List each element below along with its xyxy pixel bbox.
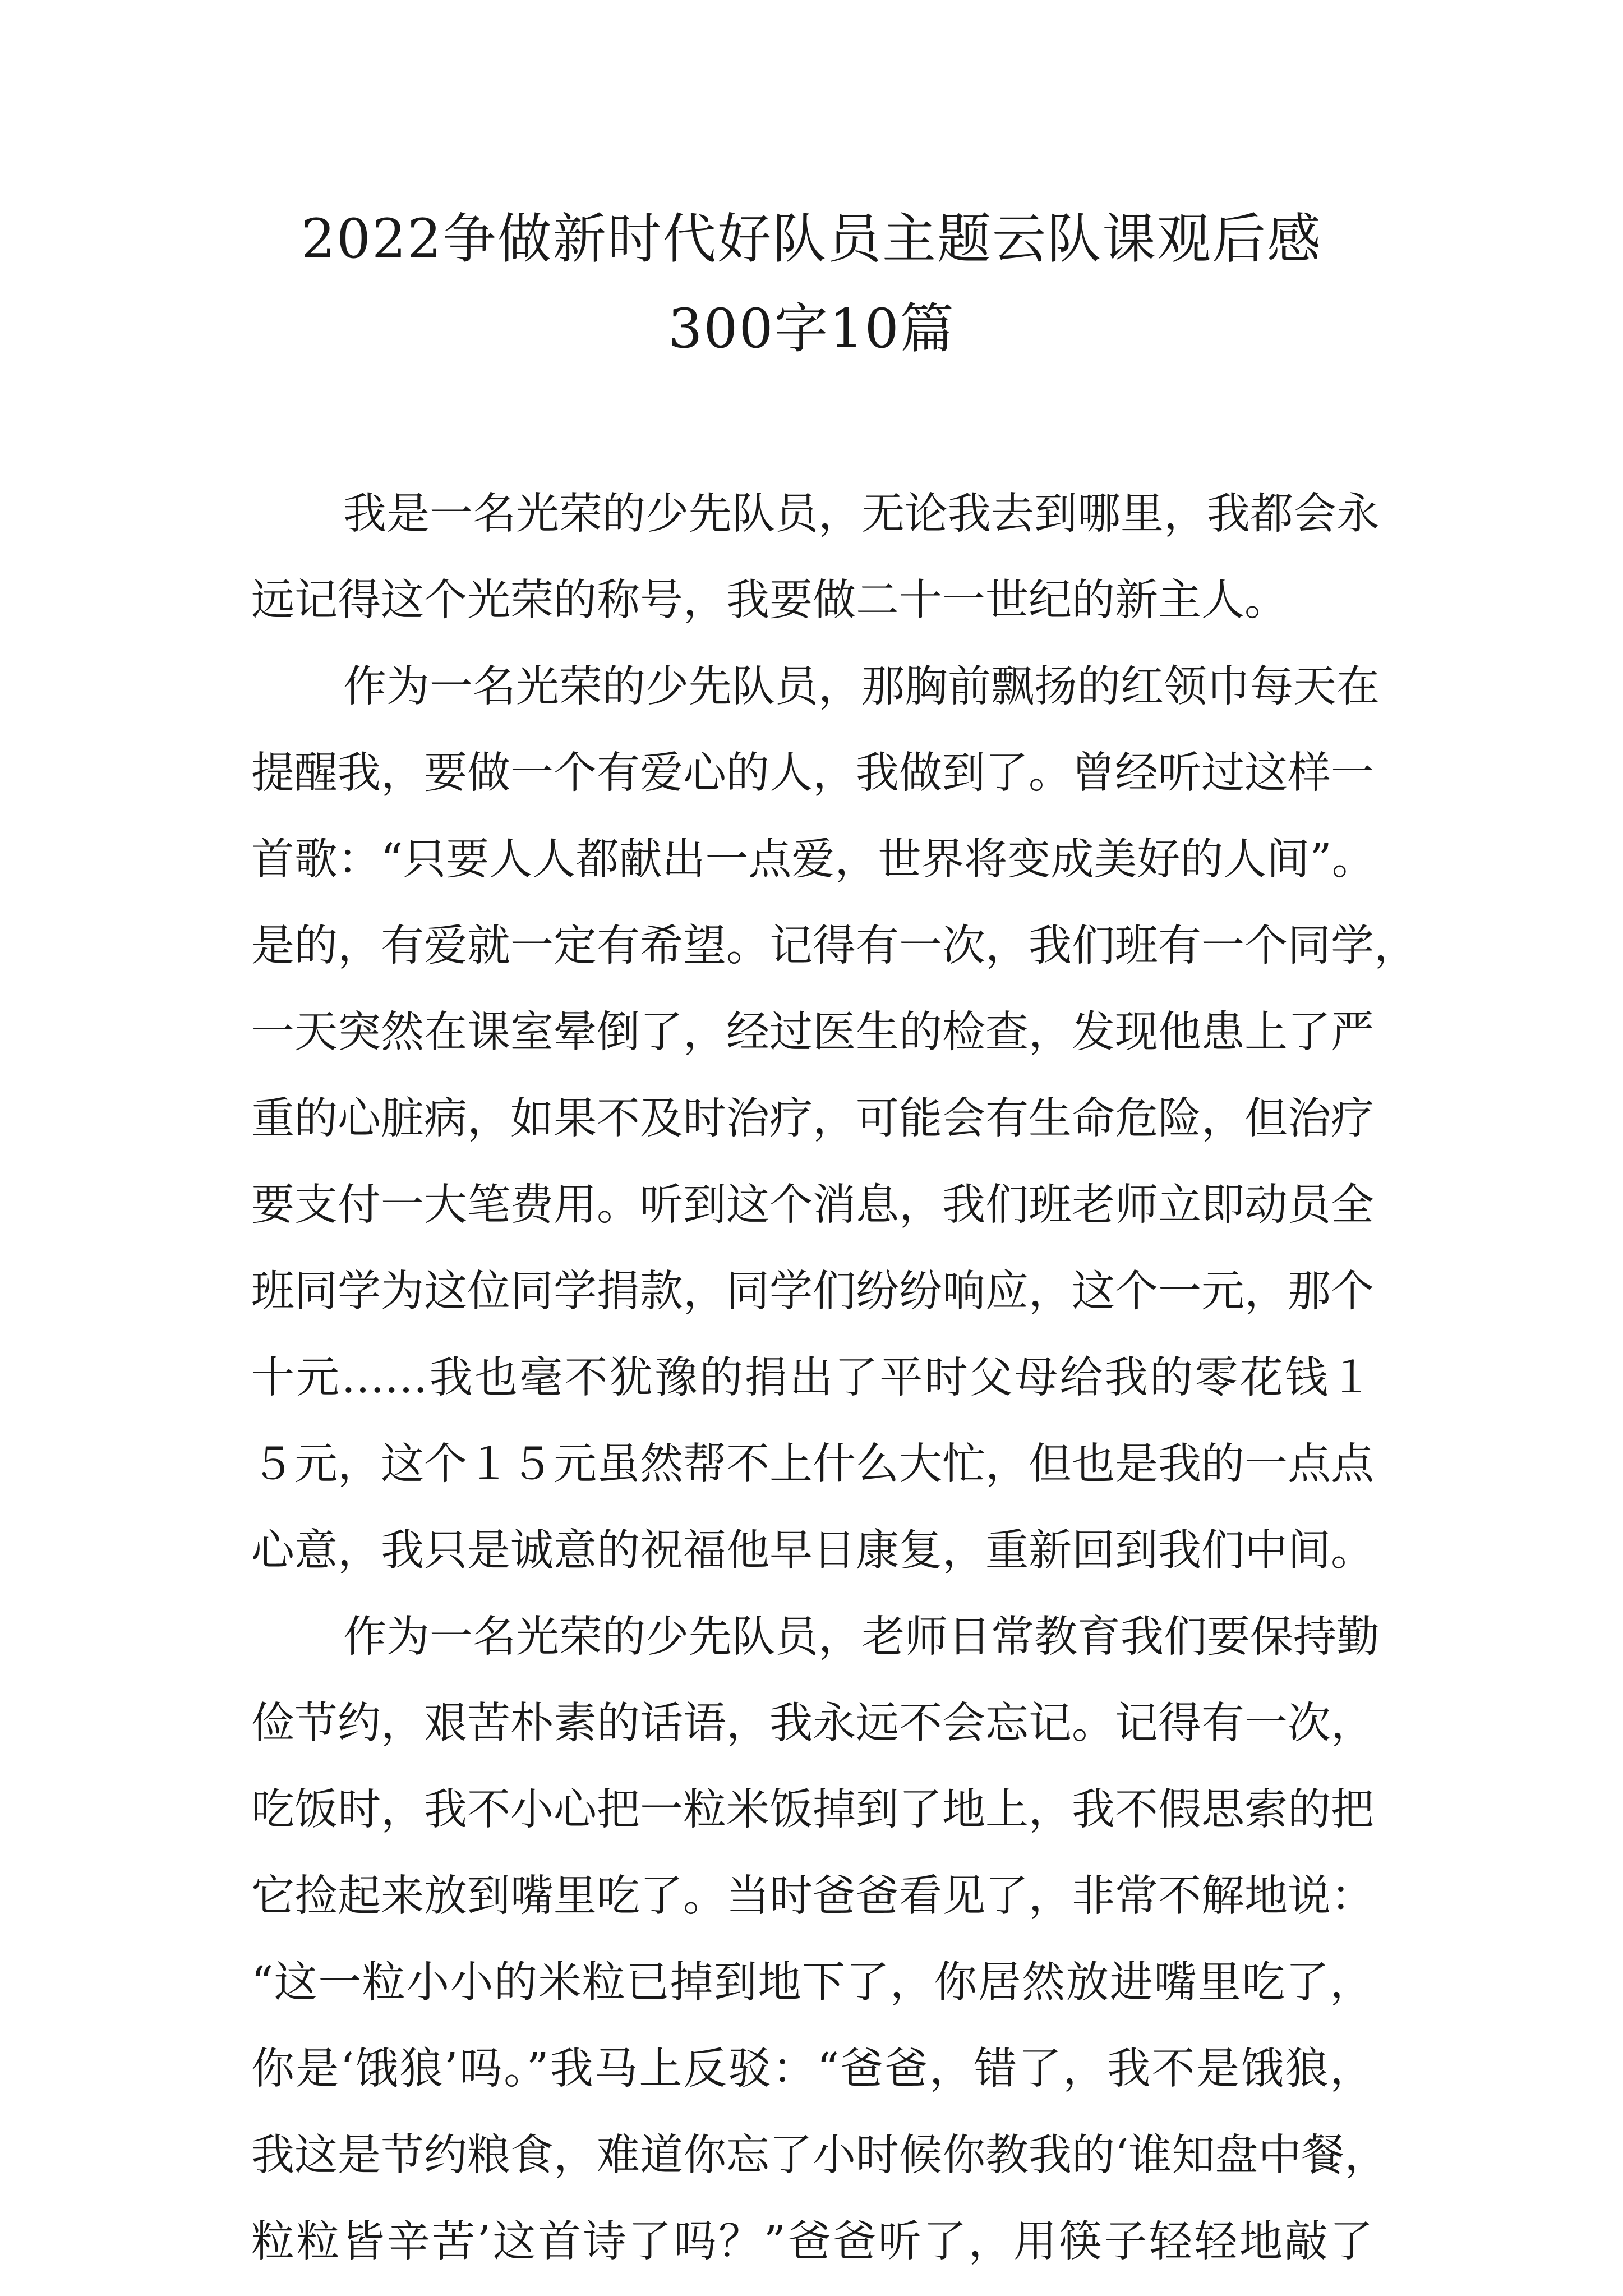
body-line: 十元……我也毫不犹豫的捐出了平时父母给我的零花钱１ <box>251 1353 1373 1403</box>
document-title-line-2: 300字10篇 <box>668 297 955 360</box>
body-line: 它捡起来放到嘴里吃了。当时爸爸看见了，非常不解地说： <box>251 1871 1374 1921</box>
body-line: 重的心脏病，如果不及时治疗，可能会有生命危险，但治疗 <box>251 1094 1374 1144</box>
document-title-line-1: 2022争做新时代好队员主题云队课观后感 <box>301 208 1322 270</box>
body-line: 你是‘饿狼’吗。”我马上反驳：“爸爸，错了，我不是饿狼， <box>251 2044 1373 2094</box>
body-line: 心意，我只是诚意的祝福他早日康复，重新回到我们中间。 <box>251 1526 1374 1576</box>
body-line: 要支付一大笔费用。听到这个消息，我们班老师立即动员全 <box>251 1180 1374 1230</box>
body-line: 提醒我，要做一个有爱心的人，我做到了。曾经听过这样一 <box>251 748 1374 798</box>
body-line: 粒粒皆辛苦’这首诗了吗？”爸爸听了，用筷子轻轻地敲了 <box>251 2217 1373 2267</box>
body-line: 我这是节约粮食，难道你忘了小时候你教我的‘谁知盘中餐， <box>251 2131 1388 2180</box>
body-line: 一天突然在课室晕倒了，经过医生的检查，发现他患上了严 <box>251 1007 1374 1057</box>
document-body <box>251 471 1417 2285</box>
body-line: 作为一名光荣的少先队员，那胸前飘扬的红领巾每天在 <box>343 662 1380 712</box>
body-line: 俭节约，艰苦朴素的话语，我永远不会忘记。记得有一次， <box>251 1699 1374 1749</box>
body-line: ５元，这个１５元虽然帮不上什么大忙，但也是我的一点点 <box>251 1439 1374 1489</box>
body-line: 吃饭时，我不小心把一粒米饭掉到了地上，我不假思索的把 <box>251 1785 1374 1835</box>
body-line: 是的，有爱就一定有希望。记得有一次，我们班有一个同学， <box>251 921 1417 971</box>
body-line: 班同学为这位同学捐款，同学们纷纷响应，这个一元，那个 <box>251 1267 1374 1317</box>
body-line: 作为一名光荣的少先队员，老师日常教育我们要保持勤 <box>343 1612 1380 1662</box>
body-line: 远记得这个光荣的称号，我要做二十一世纪的新主人。 <box>251 576 1288 625</box>
body-line: 我是一名光荣的少先队员，无论我去到哪里，我都会永 <box>343 489 1380 539</box>
body-line: “这一粒小小的米粒已掉到地下了，你居然放进嘴里吃了， <box>251 1958 1373 2008</box>
body-line: 首歌：“只要人人都献出一点爱，世界将变成美好的人间”。 <box>251 835 1375 885</box>
